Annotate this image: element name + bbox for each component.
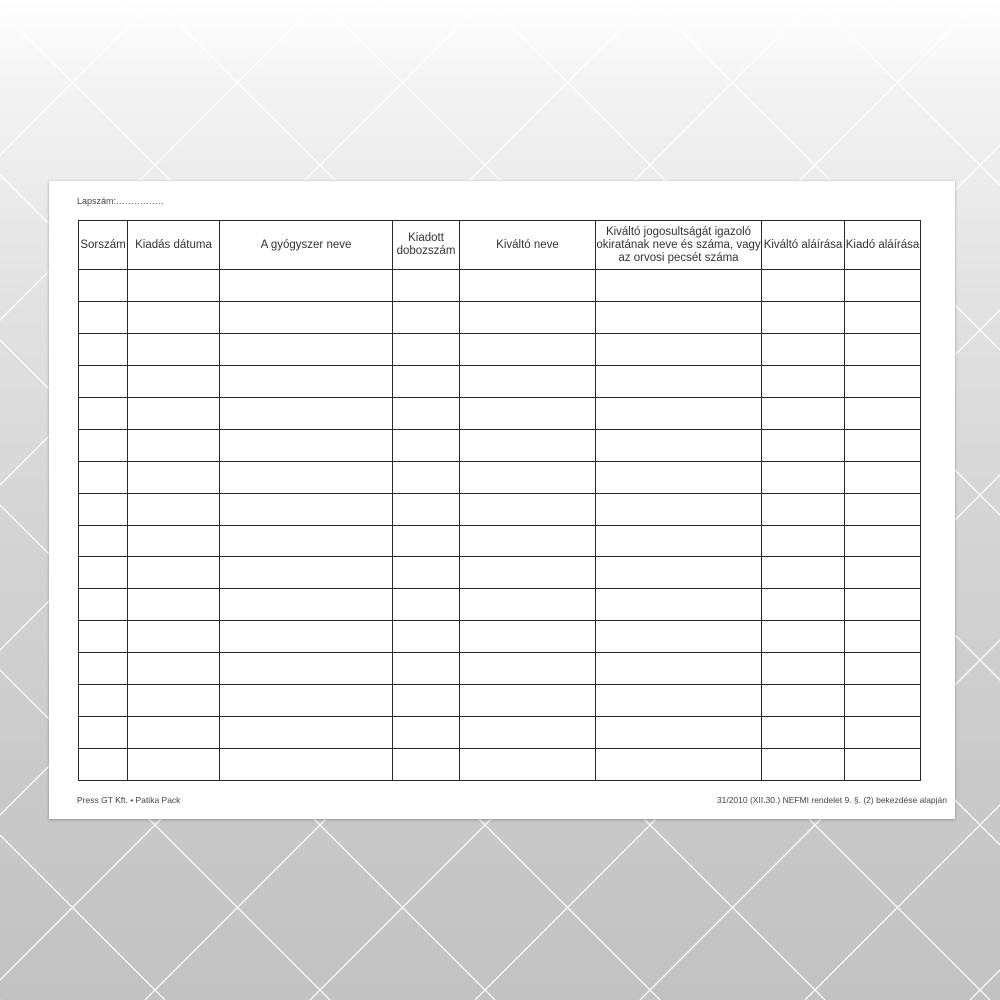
table-cell[interactable] [845, 717, 921, 749]
table-cell[interactable] [762, 270, 845, 302]
table-cell[interactable] [393, 525, 460, 557]
table-cell[interactable] [128, 397, 220, 429]
table-cell[interactable] [79, 525, 128, 557]
table-row [79, 301, 921, 333]
table-row [79, 429, 921, 461]
table-cell[interactable] [596, 429, 762, 461]
table-cell[interactable] [845, 749, 921, 781]
table-cell[interactable] [762, 397, 845, 429]
column-header-sorszam: Sorszám [79, 221, 128, 270]
table-row [79, 525, 921, 557]
table-row [79, 685, 921, 717]
table-cell[interactable] [596, 333, 762, 365]
table-cell[interactable] [845, 461, 921, 493]
table-cell[interactable] [128, 685, 220, 717]
table-cell[interactable] [79, 429, 128, 461]
table-cell[interactable] [596, 525, 762, 557]
table-cell[interactable] [393, 653, 460, 685]
table-cell[interactable] [845, 525, 921, 557]
table-row [79, 461, 921, 493]
table-cell[interactable] [220, 525, 393, 557]
table-cell[interactable] [220, 685, 393, 717]
table-cell[interactable] [79, 589, 128, 621]
table-cell[interactable] [393, 493, 460, 525]
table-cell[interactable] [128, 557, 220, 589]
table-cell[interactable] [762, 589, 845, 621]
table-cell[interactable] [845, 557, 921, 589]
table-cell[interactable] [128, 621, 220, 653]
table-cell[interactable] [128, 589, 220, 621]
table-cell[interactable] [393, 557, 460, 589]
table-cell[interactable] [460, 717, 596, 749]
table-cell[interactable] [845, 685, 921, 717]
table-cell[interactable] [220, 557, 393, 589]
table-cell[interactable] [393, 589, 460, 621]
table-cell[interactable] [762, 365, 845, 397]
table-body [79, 270, 921, 781]
table-cell[interactable] [460, 493, 596, 525]
table-cell[interactable] [460, 749, 596, 781]
column-header-kiadas-datuma: Kiadás dátuma [128, 221, 220, 270]
table-cell[interactable] [220, 365, 393, 397]
table-cell[interactable] [79, 557, 128, 589]
table-cell[interactable] [460, 301, 596, 333]
table-cell[interactable] [460, 557, 596, 589]
table-cell[interactable] [596, 493, 762, 525]
table-cell[interactable] [845, 365, 921, 397]
table-cell[interactable] [460, 525, 596, 557]
table-cell[interactable] [128, 525, 220, 557]
table-cell[interactable] [393, 749, 460, 781]
table-row [79, 333, 921, 365]
table-cell[interactable] [79, 621, 128, 653]
table-cell[interactable] [762, 525, 845, 557]
table-cell[interactable] [762, 461, 845, 493]
table-header-row [79, 221, 921, 270]
table-cell[interactable] [393, 717, 460, 749]
column-header-kivalto-neve: Kiváltó neve [460, 221, 596, 270]
table-cell[interactable] [128, 365, 220, 397]
pattern-line [980, 0, 1000, 1000]
table-cell[interactable] [220, 589, 393, 621]
table-cell[interactable] [762, 301, 845, 333]
page-number-field [77, 196, 164, 206]
table-row [79, 717, 921, 749]
table-cell[interactable] [393, 397, 460, 429]
table-cell[interactable] [393, 621, 460, 653]
table-cell[interactable] [220, 653, 393, 685]
table-cell[interactable] [596, 589, 762, 621]
table-cell[interactable] [79, 749, 128, 781]
table-cell[interactable] [762, 749, 845, 781]
table-cell[interactable] [596, 685, 762, 717]
page-number-blank: ................ [116, 196, 165, 206]
table-cell[interactable] [220, 429, 393, 461]
column-header-gyogyszer-neve: A gyógyszer neve [220, 221, 393, 270]
table-cell[interactable] [79, 653, 128, 685]
table-cell[interactable] [79, 461, 128, 493]
column-header-kivalto-alairasa: Kiváltó aláírása [762, 221, 845, 270]
table-cell[interactable] [79, 685, 128, 717]
table-cell[interactable] [845, 493, 921, 525]
table-cell[interactable] [393, 333, 460, 365]
table-cell[interactable] [128, 493, 220, 525]
table-row [79, 365, 921, 397]
table-cell[interactable] [596, 717, 762, 749]
table-cell[interactable] [596, 653, 762, 685]
table-cell[interactable] [845, 397, 921, 429]
table-cell[interactable] [845, 429, 921, 461]
column-header-kiadott-dobozszam: Kiadott dobozszám [393, 221, 460, 270]
table-cell[interactable] [762, 493, 845, 525]
table-cell[interactable] [220, 493, 393, 525]
table-cell[interactable] [220, 621, 393, 653]
table-cell[interactable] [128, 301, 220, 333]
table-cell[interactable] [79, 301, 128, 333]
table-cell[interactable] [762, 333, 845, 365]
table-cell[interactable] [460, 270, 596, 302]
table-cell[interactable] [220, 333, 393, 365]
table-cell[interactable] [596, 270, 762, 302]
table-cell[interactable] [128, 717, 220, 749]
table-cell[interactable] [845, 653, 921, 685]
table-cell[interactable] [460, 589, 596, 621]
table-cell[interactable] [460, 429, 596, 461]
table-cell[interactable] [460, 365, 596, 397]
table-cell[interactable] [393, 365, 460, 397]
table-cell[interactable] [79, 270, 128, 302]
table-cell[interactable] [220, 397, 393, 429]
table-cell[interactable] [596, 301, 762, 333]
table-cell[interactable] [128, 429, 220, 461]
table-cell[interactable] [460, 397, 596, 429]
table-cell[interactable] [393, 461, 460, 493]
table-cell[interactable] [845, 301, 921, 333]
column-header-kiado-alairasa: Kiadó aláírása [845, 221, 921, 270]
table-cell[interactable] [460, 621, 596, 653]
table-cell[interactable] [762, 653, 845, 685]
table-cell[interactable] [845, 333, 921, 365]
register-table [78, 220, 921, 781]
table-cell[interactable] [393, 685, 460, 717]
table-row [79, 749, 921, 781]
table-cell[interactable] [460, 685, 596, 717]
table-cell[interactable] [845, 270, 921, 302]
table-cell[interactable] [762, 429, 845, 461]
table-cell[interactable] [393, 301, 460, 333]
table-row [79, 621, 921, 653]
table-row [79, 270, 921, 302]
table-cell[interactable] [762, 621, 845, 653]
table-cell[interactable] [128, 333, 220, 365]
table-cell[interactable] [762, 685, 845, 717]
table-cell[interactable] [596, 621, 762, 653]
table-cell[interactable] [220, 270, 393, 302]
table-row [79, 589, 921, 621]
table-cell[interactable] [79, 493, 128, 525]
footer-regulation: 31/2010 (XII.30.) NEFMI rendelet 9. §. (2) bekezdése alapján [716, 795, 947, 805]
table-cell[interactable] [79, 397, 128, 429]
table-cell[interactable] [220, 749, 393, 781]
table-row [79, 653, 921, 685]
table-cell[interactable] [845, 621, 921, 653]
table-cell[interactable] [762, 717, 845, 749]
table-row [79, 557, 921, 589]
table-cell[interactable] [393, 270, 460, 302]
table-cell[interactable] [128, 461, 220, 493]
column-header-jogosultsag-okirat: Kiváltó jogosultságát igazoló okiratának neve és száma, vagy az orvosi pecsét száma [596, 221, 762, 270]
table-cell[interactable] [596, 461, 762, 493]
form-sheet [49, 181, 955, 819]
page-number-label: Lapszám: [77, 196, 117, 206]
table-cell[interactable] [128, 749, 220, 781]
table-cell[interactable] [596, 397, 762, 429]
table-cell[interactable] [460, 333, 596, 365]
table-cell[interactable] [79, 333, 128, 365]
table-cell[interactable] [220, 717, 393, 749]
table-cell[interactable] [596, 365, 762, 397]
table-cell[interactable] [596, 557, 762, 589]
table-cell[interactable] [79, 717, 128, 749]
table-cell[interactable] [460, 461, 596, 493]
footer-publisher: Press GT Kft. • Patika Pack [77, 795, 181, 805]
table-cell[interactable] [762, 557, 845, 589]
table-row [79, 493, 921, 525]
table-row [79, 397, 921, 429]
table-cell[interactable] [845, 589, 921, 621]
table-cell[interactable] [220, 301, 393, 333]
table-cell[interactable] [220, 461, 393, 493]
table-cell[interactable] [460, 653, 596, 685]
table-cell[interactable] [596, 749, 762, 781]
table-cell[interactable] [79, 365, 128, 397]
table-cell[interactable] [128, 270, 220, 302]
table-cell[interactable] [393, 429, 460, 461]
table-cell[interactable] [128, 653, 220, 685]
